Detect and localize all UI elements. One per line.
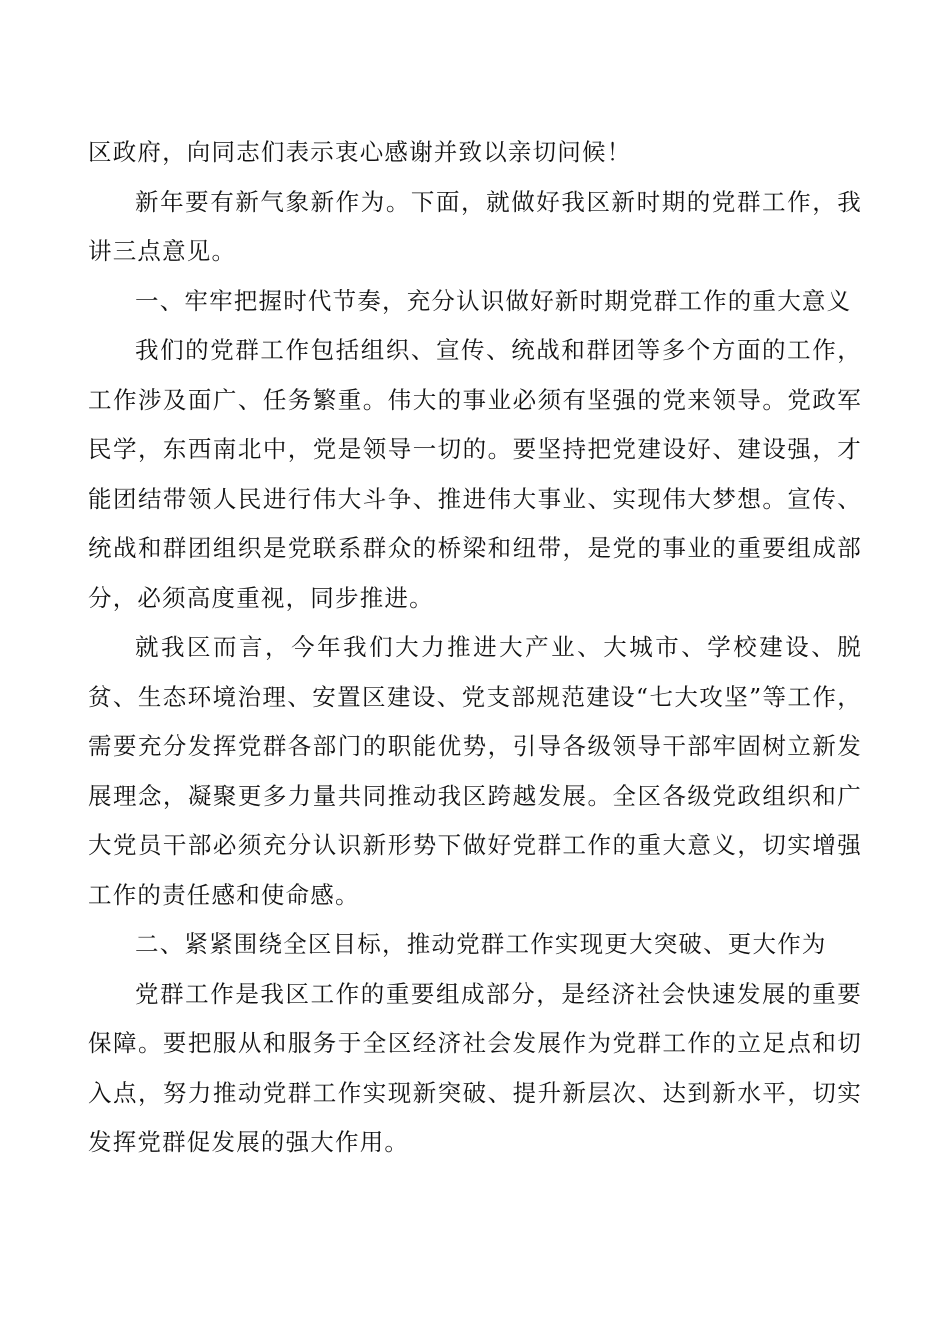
document-body [88, 128, 862, 1168]
paragraph-importance: 党群工作是我区工作的重要组成部分，是经济社会快速发展的重要保障。要把服从和服务于全区经济社会发展作为党群工作的立足点和切入点，努力推动党群工作实现新突破、提升新层次、达到新水平，切实发挥党群促发展的强大作用。 [88, 979, 862, 1156]
paragraph-continuation: 区政府，向同志们表示衷心感谢并致以亲切问候！ [88, 138, 632, 166]
paragraph-district: 就我区而言，今年我们大力推进大产业、大城市、学校建设、脱贫、生态环境治理、安置区建设、党支部规范建设“七大攻坚”等工作，需要充分发挥党群各部门的职能优势，引导各级领导干部牢固树立新发展理念，凝聚更多力量共同推动我区跨越发展。全区各级党政组织和广大党员干部必须充分认识新形势下做好党群工作的重大意义，切实增强工作的责任感和使命感。 [88, 633, 862, 909]
section-heading-two: 二、紧紧围绕全区目标，推动党群工作实现更大突破、更大作为 [135, 930, 827, 958]
paragraph-party-work: 我们的党群工作包括组织、宣传、统战和群团等多个方面的工作，工作涉及面广、任务繁重。伟大的事业必须有坚强的党来领导。党政军民学，东西南北中，党是领导一切的。要坚持把党建设好、建设强，才能团结带领人民进行伟大斗争、推进伟大事业、实现伟大梦想。宣传、统战和群团组织是党联系群众的桥梁和纽带，是党的事业的重要组成部分，必须高度重视，同步推进。 [88, 336, 862, 612]
paragraph-intro: 新年要有新气象新作为。下面，就做好我区新时期的党群工作，我讲三点意见。 [88, 187, 862, 265]
section-heading-one: 一、牢牢把握时代节奏，充分认识做好新时期党群工作的重大意义 [135, 286, 852, 315]
